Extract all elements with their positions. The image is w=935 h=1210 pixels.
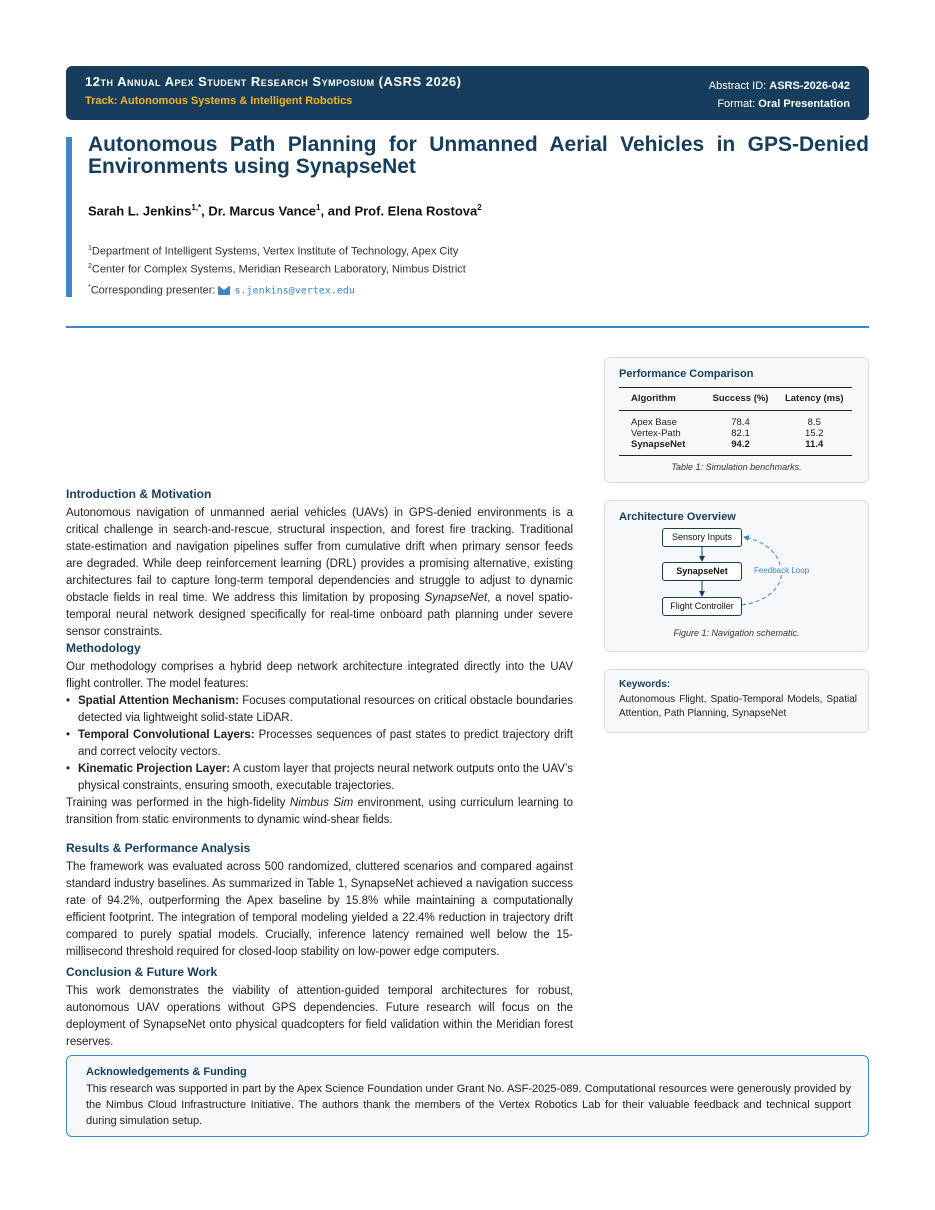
panel-heading: Keywords: <box>619 679 671 690</box>
header-banner <box>66 66 869 120</box>
affiliation-text: Department of Intelligent Systems, Vertex Institute of Technology, Apex City <box>91 245 459 258</box>
architecture-panel <box>604 500 869 652</box>
abstract-id-line <box>709 77 850 95</box>
table-row <box>619 411 852 429</box>
column-header: Success (%) <box>712 393 769 404</box>
section-body: The framework was evaluated across 500 randomized, cluttered scenarios and compared against standard industry baselines. As summarized in Table 1, SynapseNet achieved a navigation success rate of 94.2%, outperforming the Apex baseline by 15.8% while maintaining a computationally efficient footprint. The integration of temporal modeling yielded a 22.4% reduction in trajectory drift compared to purely spatial models. Crucially, inference latency remained well below the 15-millisecond threshold required for closed-loop stability on low-power edge computers. <box>66 861 573 958</box>
envelope-icon <box>218 286 230 295</box>
table-row <box>619 439 852 456</box>
section-results <box>66 840 573 961</box>
body-text: Training was performed in the high-fidelity <box>66 797 290 809</box>
list-text: A custom layer that projects neural network outputs onto the UAV’s physical constraints, ensuring smooth, executable trajectories. <box>78 763 573 792</box>
table-cell: 11.4 <box>805 439 824 450</box>
section-body <box>66 795 573 829</box>
performance-panel <box>604 357 869 483</box>
table-cell: SynapseNet <box>631 439 686 450</box>
node-sensory-inputs: Sensory Inputs <box>662 528 742 547</box>
list-term: Kinematic Projection Layer: <box>78 763 231 775</box>
section-body <box>66 505 573 641</box>
table-cell: Vertex-Path <box>631 428 681 439</box>
list-item <box>66 761 573 795</box>
keywords-panel <box>604 669 869 733</box>
feature-list <box>66 693 573 795</box>
format-value: Oral Presentation <box>758 98 850 110</box>
abstract-meta <box>709 77 850 113</box>
section-introduction <box>66 486 573 641</box>
section-heading: Methodology <box>66 641 141 655</box>
conference-name: 12th Annual Apex Student Research Symposium (ASRS 2026) <box>85 74 462 89</box>
format-label: Format: <box>717 98 756 110</box>
emphasis-text: SynapseNet <box>424 592 488 604</box>
table-caption: Table 1: Simulation benchmarks. <box>671 462 802 472</box>
corresponding-sup: * <box>88 284 91 291</box>
section-methodology <box>66 640 573 829</box>
author-name: Prof. Elena Rostova <box>354 203 478 219</box>
list-term: Spatial Attention Mechanism: <box>78 695 239 707</box>
body-text: environment, using curriculum learning to transition from static environments to dynamic wind-shear fields. <box>66 797 574 826</box>
list-text: Processes sequences of past states to predict trajectory drift and correct velocity vectors. <box>78 729 573 758</box>
emphasis-text: Nimbus Sim <box>289 797 354 809</box>
list-item <box>66 693 573 727</box>
author-name: Sarah L. Jenkins <box>88 203 192 219</box>
column-header: Latency (ms) <box>784 393 844 404</box>
author-sup: 1 <box>316 203 321 212</box>
acknowledgements-panel <box>66 1055 869 1137</box>
figure-caption: Figure 1: Navigation schematic. <box>673 628 800 638</box>
table-header-row <box>619 388 852 411</box>
author-sup: 2 <box>477 203 482 212</box>
list-item <box>66 727 573 761</box>
author-sep: , and <box>320 203 355 219</box>
table-cell: 82.1 <box>731 428 750 439</box>
keywords-text: Autonomous Flight, Spatio-Temporal Models, Spatial Attention, Path Planning, SynapseNet <box>619 694 857 719</box>
feedback-loop-label: Feedback Loop <box>754 566 810 575</box>
node-flight-controller: Flight Controller <box>662 597 742 616</box>
column-header: Algorithm <box>631 393 676 404</box>
abstract-id-label: Abstract ID: <box>708 80 767 92</box>
section-body: This work demonstrates the viability of attention-guided temporal architectures for robust, autonomous UAV operations without GPS dependencies. Future research will focus on the deployment of SynapseNet onto physical quadcopters for field validation within the Meridian forest reserves. <box>66 985 573 1048</box>
panel-heading: Acknowledgements & Funding <box>86 1066 247 1078</box>
section-conclusion <box>66 964 573 1051</box>
body-text: , a novel spatio-temporal neural network designed specifically for real-time onboard path planning under severe sensor constraints. <box>66 592 573 638</box>
list-text: Focuses computational resources on critical obstacle boundaries detected via lightweight solid-state LiDAR. <box>78 695 573 724</box>
body-text: Autonomous navigation of unmanned aerial vehicles (UAVs) in GPS-denied environments is a critical challenge in search-and-rescue, structural inspection, and forest fire tracking. Traditional state-estimation and navigation pipelines suffer from cumulative drift when primary sensor feeds are degraded. While deep reinforcement learning (DRL) provides a promising alternative, existing architectures fail to capture long-term temporal dependencies and struggle to adjust to dynamic obstacle fields in real time. We address this limitation by proposing <box>66 507 573 604</box>
paper-title: Autonomous Path Planning for Unmanned Aerial Vehicles in GPS-Denied Environments using SynapseNet <box>88 133 869 178</box>
affiliation-sup: 2 <box>88 263 92 270</box>
affiliation-text: Center for Complex Systems, Meridian Research Laboratory, Nimbus District <box>91 263 466 276</box>
section-heading: Conclusion & Future Work <box>66 965 218 979</box>
table-row <box>619 428 852 439</box>
author-name: Dr. Marcus Vance <box>208 203 317 219</box>
table-cell: Apex Base <box>631 417 677 428</box>
corresponding-label: Corresponding presenter: <box>90 284 216 297</box>
author-sep: , <box>201 203 209 219</box>
author-sup: 1,* <box>191 203 202 212</box>
list-term: Temporal Convolutional Layers: <box>78 729 255 741</box>
author-list <box>88 203 482 218</box>
node-synapsenet: SynapseNet <box>662 562 742 581</box>
table-cell: 78.4 <box>731 417 750 428</box>
panel-heading: Performance Comparison <box>619 368 754 380</box>
affiliation-2 <box>88 263 466 276</box>
track-label: Track: Autonomous Systems & Intelligent Robotics <box>85 95 353 107</box>
corresponding-presenter <box>88 284 355 297</box>
email-link[interactable]: s.jenkins@vertex.edu <box>234 285 355 297</box>
affiliation-sup: 1 <box>88 245 92 252</box>
performance-table <box>619 387 852 456</box>
title-accent-bar <box>66 137 72 297</box>
format-line <box>709 95 850 113</box>
section-heading: Introduction & Motivation <box>66 487 212 501</box>
section-body: Our methodology comprises a hybrid deep network architecture integrated directly into the UAV flight controller. The model features: <box>66 661 573 690</box>
table-cell: 94.2 <box>731 439 750 450</box>
header-divider <box>66 326 869 328</box>
section-heading: Results & Performance Analysis <box>66 841 251 855</box>
table-cell: 8.5 <box>807 417 821 428</box>
table-cell: 15.2 <box>805 428 824 439</box>
abstract-id: ASRS-2026-042 <box>769 80 850 92</box>
acknowledgements-text: This research was supported in part by the Apex Science Foundation under Grant No. ASF-2025-089. Computational resources were generously provided by the Nimbus Cloud Infrastructure Initiative. The authors thank the members of the Vertex Robotics Lab for their valuable feedback and technical support during simulation setup. <box>86 1083 851 1127</box>
affiliation-1 <box>88 245 458 258</box>
panel-heading: Architecture Overview <box>619 511 736 523</box>
